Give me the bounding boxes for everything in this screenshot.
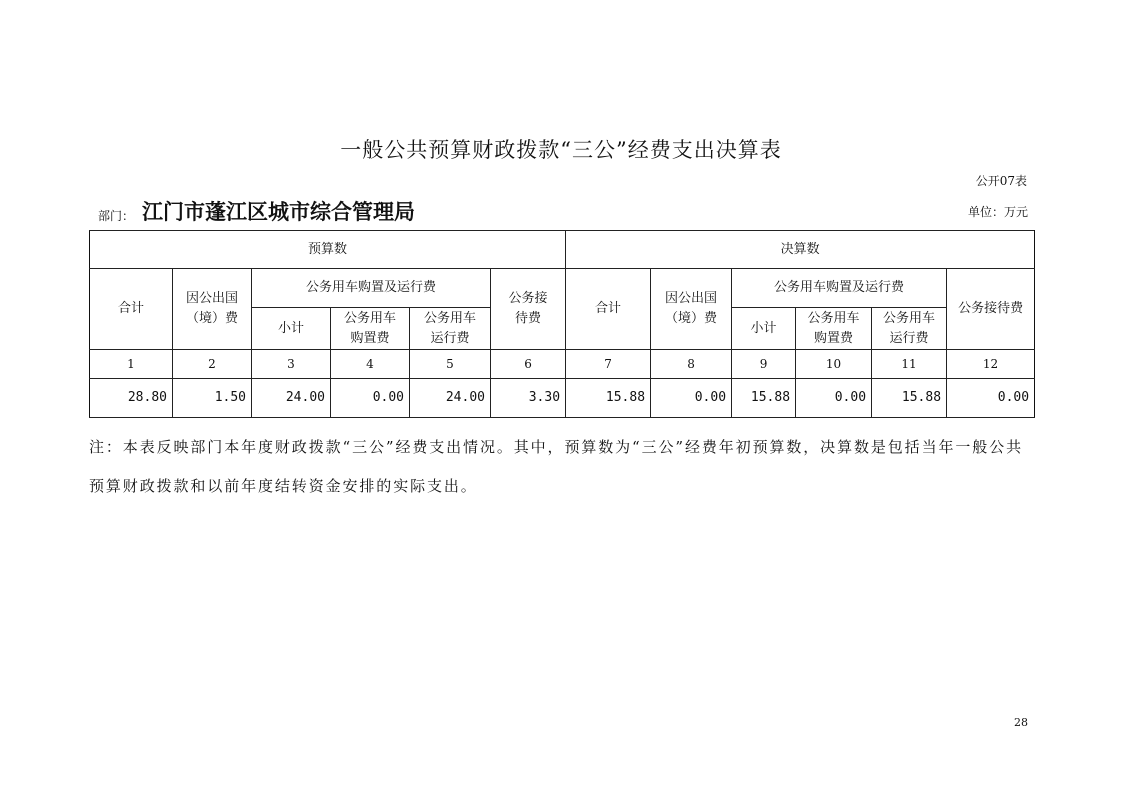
final-vehicle-header: 公务用车购置及运行费 — [732, 269, 947, 308]
final-purchase-header-line1: 公务用车 — [807, 310, 860, 326]
value-cell: 0.00 — [331, 379, 410, 418]
final-abroad-header-line1: 因公出国 — [665, 291, 718, 306]
value-cell: 15.88 — [732, 379, 796, 418]
budget-vehicle-header: 公务用车购置及运行费 — [252, 269, 491, 308]
final-abroad-header-line2: （境）费 — [665, 311, 718, 326]
final-total-header: 合计 — [566, 269, 651, 350]
department-row — [98, 196, 1028, 226]
unit-label: 单位：万元 — [967, 205, 1028, 219]
index-cell: 12 — [947, 350, 1035, 379]
index-cell: 8 — [651, 350, 732, 379]
column-header-row — [90, 269, 1035, 308]
budget-subtotal-header: 小计 — [252, 308, 331, 350]
budget-purchase-header — [331, 308, 410, 350]
index-cell: 5 — [410, 350, 491, 379]
value-cell: 28.80 — [90, 379, 173, 418]
group-header-row — [90, 231, 1035, 269]
index-cell: 6 — [491, 350, 566, 379]
index-cell: 3 — [252, 350, 331, 379]
value-cell: 24.00 — [410, 379, 491, 418]
final-operation-header-line1: 公务用车 — [883, 310, 936, 326]
budget-abroad-header — [173, 269, 252, 350]
value-cell: 15.88 — [872, 379, 947, 418]
column-index-row — [90, 350, 1035, 379]
final-abroad-header — [651, 269, 732, 350]
final-purchase-header-line2: 购置费 — [814, 330, 854, 346]
final-reception-header: 公务接待费 — [947, 269, 1035, 350]
table-note: 注：本表反映部门本年度财政拨款“三公”经费支出情况。其中，预算数为“三公”经费年初预算数，决算数是包括当年一般公共预算财政拨款和以前年度结转资金安排的实际支出。 — [89, 438, 1023, 495]
index-cell: 11 — [872, 350, 947, 379]
page-title: 一般公共预算财政拨款“三公”经费支出决算表 — [340, 138, 782, 162]
budget-reception-header-line1: 公务接 — [508, 291, 548, 306]
budget-reception-header — [491, 269, 566, 350]
index-cell: 1 — [90, 350, 173, 379]
final-operation-header — [872, 308, 947, 350]
value-cell: 0.00 — [796, 379, 872, 418]
department-label: 部门： — [98, 209, 135, 223]
expense-table — [89, 230, 1035, 418]
budget-operation-header-line1: 公务用车 — [423, 310, 476, 326]
budget-operation-header-line2: 运行费 — [430, 330, 470, 346]
table-number: 公开07表 — [975, 174, 1027, 188]
final-purchase-header — [796, 308, 872, 350]
index-cell: 7 — [566, 350, 651, 379]
index-cell: 2 — [173, 350, 252, 379]
budget-reception-header-line2: 待费 — [515, 311, 542, 326]
index-cell: 9 — [732, 350, 796, 379]
budget-total-header: 合计 — [90, 269, 173, 350]
budget-abroad-header-line2: （境）费 — [185, 311, 238, 326]
budget-purchase-header-line2: 购置费 — [350, 330, 390, 346]
budget-purchase-header-line1: 公务用车 — [343, 310, 396, 326]
value-cell: 3.30 — [491, 379, 566, 418]
budget-group-header: 预算数 — [90, 231, 566, 269]
department-name: 江门市蓬江区城市综合管理局 — [142, 200, 415, 224]
value-row — [90, 379, 1035, 418]
budget-abroad-header-line1: 因公出国 — [185, 291, 238, 306]
budget-operation-header — [410, 308, 491, 350]
index-cell: 10 — [796, 350, 872, 379]
value-cell: 0.00 — [947, 379, 1035, 418]
final-subtotal-header: 小计 — [732, 308, 796, 350]
index-cell: 4 — [331, 350, 410, 379]
final-operation-header-line2: 运行费 — [889, 330, 929, 346]
final-group-header: 决算数 — [566, 231, 1035, 269]
value-cell: 15.88 — [566, 379, 651, 418]
value-cell: 1.50 — [173, 379, 252, 418]
value-cell: 24.00 — [252, 379, 331, 418]
page-number: 28 — [1014, 716, 1028, 729]
value-cell: 0.00 — [651, 379, 732, 418]
